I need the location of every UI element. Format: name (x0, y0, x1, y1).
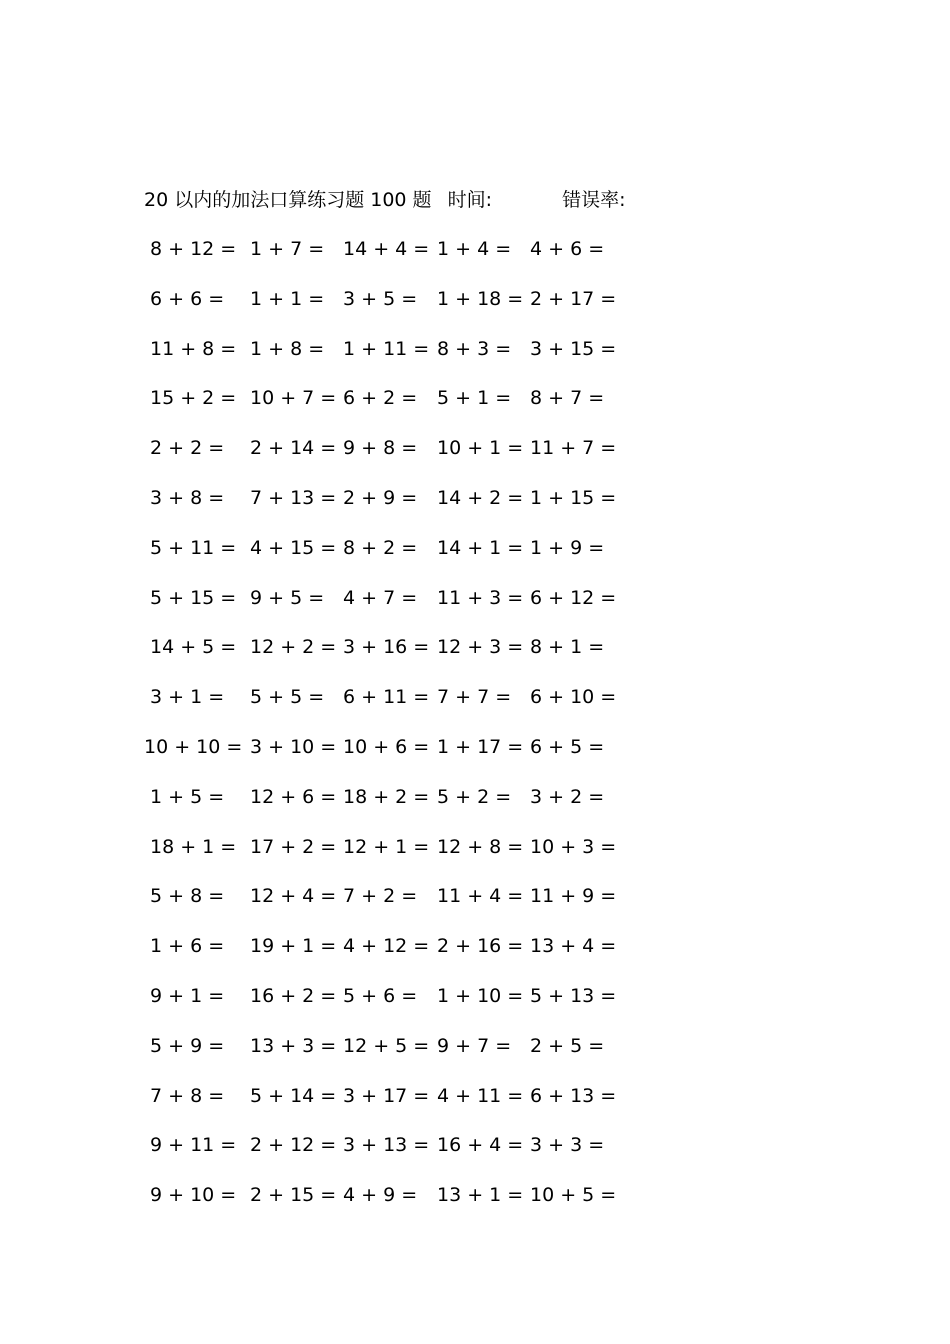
problem-cell: 10 + 5 = (530, 1184, 617, 1206)
problem-row (0, 734, 950, 760)
problem-row (0, 336, 950, 362)
problem-cell: 9 + 10 = (150, 1184, 237, 1206)
problem-cell: 2 + 15 = (250, 1184, 337, 1206)
problem-row (0, 1033, 950, 1059)
problem-cell: 4 + 9 = (343, 1184, 418, 1206)
problem-cell: 6 + 13 = (530, 1085, 617, 1107)
problem-cell: 8 + 7 = (530, 387, 605, 409)
problem-cell: 6 + 5 = (530, 736, 605, 758)
problem-cell: 19 + 1 = (250, 935, 337, 957)
problem-row (0, 684, 950, 710)
problem-cell: 3 + 10 = (250, 736, 337, 758)
problem-cell: 11 + 8 = (150, 338, 237, 360)
problem-cell: 18 + 1 = (150, 836, 237, 858)
problem-cell: 8 + 3 = (437, 338, 512, 360)
problem-cell: 6 + 10 = (530, 686, 617, 708)
problem-cell: 2 + 17 = (530, 288, 617, 310)
problem-cell: 18 + 2 = (343, 786, 430, 808)
problem-cell: 14 + 4 = (343, 238, 430, 260)
problem-cell: 9 + 1 = (150, 985, 225, 1007)
problem-cell: 2 + 14 = (250, 437, 337, 459)
problem-cell: 6 + 6 = (150, 288, 225, 310)
problem-cell: 12 + 4 = (250, 885, 337, 907)
problem-cell: 3 + 2 = (530, 786, 605, 808)
problem-cell: 5 + 15 = (150, 587, 237, 609)
problem-row (0, 435, 950, 461)
problem-row (0, 535, 950, 561)
problem-cell: 1 + 8 = (250, 338, 325, 360)
problem-cell: 1 + 9 = (530, 537, 605, 559)
problem-row (0, 236, 950, 262)
problem-cell: 8 + 1 = (530, 636, 605, 658)
problem-cell: 14 + 2 = (437, 487, 524, 509)
problem-cell: 17 + 2 = (250, 836, 337, 858)
problem-cell: 13 + 3 = (250, 1035, 337, 1057)
problem-cell: 3 + 17 = (343, 1085, 430, 1107)
problem-cell: 10 + 7 = (250, 387, 337, 409)
problem-cell: 12 + 1 = (343, 836, 430, 858)
problem-cell: 1 + 4 = (437, 238, 512, 260)
problem-cell: 2 + 2 = (150, 437, 225, 459)
problem-cell: 5 + 5 = (250, 686, 325, 708)
problem-cell: 9 + 8 = (343, 437, 418, 459)
problem-cell: 1 + 7 = (250, 238, 325, 260)
problem-row (0, 485, 950, 511)
problem-cell: 10 + 10 = (144, 736, 243, 758)
problem-cell: 3 + 5 = (343, 288, 418, 310)
error-rate-label: 错误率: (562, 189, 626, 211)
problem-cell: 3 + 13 = (343, 1134, 430, 1156)
problem-row (0, 1083, 950, 1109)
problem-cell: 1 + 5 = (150, 786, 225, 808)
problem-cell: 1 + 11 = (343, 338, 430, 360)
worksheet-title: 20 以内的加法口算练习题 100 题 (144, 189, 432, 211)
problem-cell: 7 + 8 = (150, 1085, 225, 1107)
problem-cell: 5 + 14 = (250, 1085, 337, 1107)
problem-row (0, 385, 950, 411)
problem-cell: 10 + 3 = (530, 836, 617, 858)
problem-row (0, 883, 950, 909)
problem-cell: 15 + 2 = (150, 387, 237, 409)
problem-cell: 4 + 7 = (343, 587, 418, 609)
problem-cell: 1 + 17 = (437, 736, 524, 758)
problem-cell: 9 + 7 = (437, 1035, 512, 1057)
problem-cell: 6 + 2 = (343, 387, 418, 409)
problem-row (0, 983, 950, 1009)
problem-cell: 4 + 6 = (530, 238, 605, 260)
problem-cell: 13 + 1 = (437, 1184, 524, 1206)
problem-row (0, 1182, 950, 1208)
problem-cell: 12 + 2 = (250, 636, 337, 658)
problem-cell: 4 + 12 = (343, 935, 430, 957)
problem-cell: 13 + 4 = (530, 935, 617, 957)
problem-cell: 5 + 1 = (437, 387, 512, 409)
problem-row (0, 634, 950, 660)
problem-cell: 1 + 1 = (250, 288, 325, 310)
problem-row (0, 784, 950, 810)
problem-cell: 11 + 7 = (530, 437, 617, 459)
problem-cell: 11 + 4 = (437, 885, 524, 907)
problem-cell: 10 + 1 = (437, 437, 524, 459)
problem-cell: 12 + 6 = (250, 786, 337, 808)
problem-cell: 3 + 3 = (530, 1134, 605, 1156)
time-label: 时间: (447, 189, 493, 211)
problem-row (0, 1132, 950, 1158)
problem-cell: 6 + 12 = (530, 587, 617, 609)
problem-cell: 12 + 5 = (343, 1035, 430, 1057)
problem-cell: 16 + 2 = (250, 985, 337, 1007)
problem-cell: 14 + 5 = (150, 636, 237, 658)
problem-cell: 4 + 11 = (437, 1085, 524, 1107)
problem-cell: 6 + 11 = (343, 686, 430, 708)
problem-cell: 3 + 8 = (150, 487, 225, 509)
problem-cell: 7 + 7 = (437, 686, 512, 708)
problem-cell: 10 + 6 = (343, 736, 430, 758)
problem-cell: 1 + 10 = (437, 985, 524, 1007)
problem-cell: 5 + 13 = (530, 985, 617, 1007)
problem-cell: 8 + 2 = (343, 537, 418, 559)
problem-cell: 3 + 15 = (530, 338, 617, 360)
problem-cell: 5 + 6 = (343, 985, 418, 1007)
problem-cell: 3 + 16 = (343, 636, 430, 658)
problem-cell: 14 + 1 = (437, 537, 524, 559)
problem-cell: 5 + 11 = (150, 537, 237, 559)
problem-row (0, 834, 950, 860)
problem-cell: 9 + 11 = (150, 1134, 237, 1156)
problem-row (0, 585, 950, 611)
problem-cell: 8 + 12 = (150, 238, 237, 260)
problem-cell: 2 + 12 = (250, 1134, 337, 1156)
problem-cell: 5 + 2 = (437, 786, 512, 808)
problem-row (0, 933, 950, 959)
problem-cell: 5 + 9 = (150, 1035, 225, 1057)
problem-cell: 2 + 16 = (437, 935, 524, 957)
problem-cell: 5 + 8 = (150, 885, 225, 907)
problem-cell: 7 + 2 = (343, 885, 418, 907)
problem-cell: 1 + 6 = (150, 935, 225, 957)
problem-cell: 7 + 13 = (250, 487, 337, 509)
problem-cell: 3 + 1 = (150, 686, 225, 708)
problem-cell: 11 + 9 = (530, 885, 617, 907)
problem-row (0, 286, 950, 312)
problem-cell: 9 + 5 = (250, 587, 325, 609)
problem-cell: 12 + 3 = (437, 636, 524, 658)
problem-cell: 16 + 4 = (437, 1134, 524, 1156)
problem-cell: 4 + 15 = (250, 537, 337, 559)
problem-cell: 1 + 18 = (437, 288, 524, 310)
problem-cell: 12 + 8 = (437, 836, 524, 858)
problem-cell: 2 + 5 = (530, 1035, 605, 1057)
problem-cell: 2 + 9 = (343, 487, 418, 509)
problem-cell: 11 + 3 = (437, 587, 524, 609)
problem-cell: 1 + 15 = (530, 487, 617, 509)
